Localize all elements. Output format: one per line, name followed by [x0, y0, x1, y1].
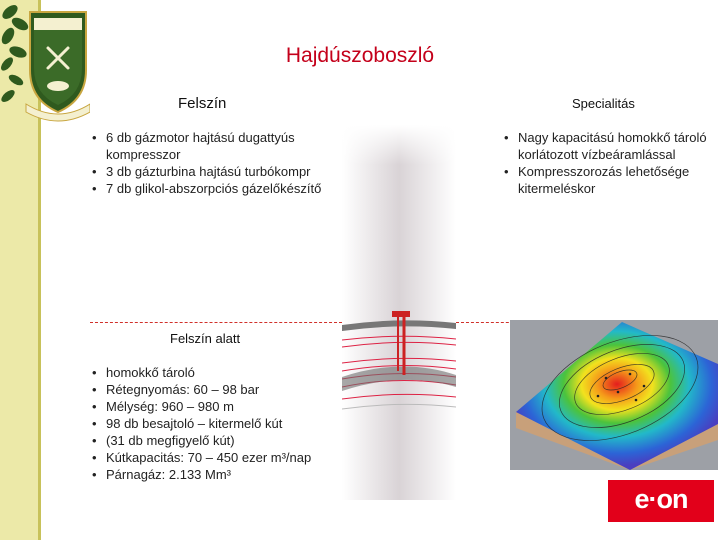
- list-item: • 3 db gázturbina hajtású turbókompr: [90, 163, 330, 180]
- list-item: • Mélység: 960 – 980 m: [90, 398, 350, 415]
- list-item: • 98 db besajtoló – kitermelő kút: [90, 415, 350, 432]
- subsurface-list: [90, 364, 350, 483]
- specialty-heading: Specialitás: [572, 96, 635, 111]
- page-title: Hajdúszoboszló: [285, 44, 435, 67]
- list-item: • Párnagáz: 2.133 Mm³: [90, 466, 350, 483]
- list-item: • homokkő tároló: [90, 364, 350, 381]
- list-item: • Nagy kapacitású homokkő tároló korlátozott vízbeáramlással: [502, 129, 712, 163]
- specialty-list: [502, 129, 712, 197]
- surface-heading: Felszín: [178, 95, 227, 112]
- surface-list: [90, 129, 330, 197]
- list-item: • (31 db megfigyelő kút): [90, 432, 350, 449]
- list-item: • Kútkapacitás: 70 – 450 ezer m³/nap: [90, 449, 350, 466]
- reservoir-contour-map-image: [510, 320, 718, 470]
- brand-name: e·on: [634, 484, 688, 514]
- section-divider-left: [90, 322, 342, 323]
- list-item: • 7 db glikol-abszorpciós gázelőkészítő: [90, 180, 330, 197]
- list-item: • Rétegnyomás: 60 – 98 bar: [90, 381, 350, 398]
- eon-logo: [608, 480, 714, 522]
- subsurface-heading: Felszín alatt: [170, 331, 241, 346]
- list-item: • 6 db gázmotor hajtású dugattyús kompresszor: [90, 129, 330, 163]
- list-item: • Kompresszorozás lehetősége kitermeléskor: [502, 163, 712, 197]
- geological-cross-section-image: [342, 125, 456, 500]
